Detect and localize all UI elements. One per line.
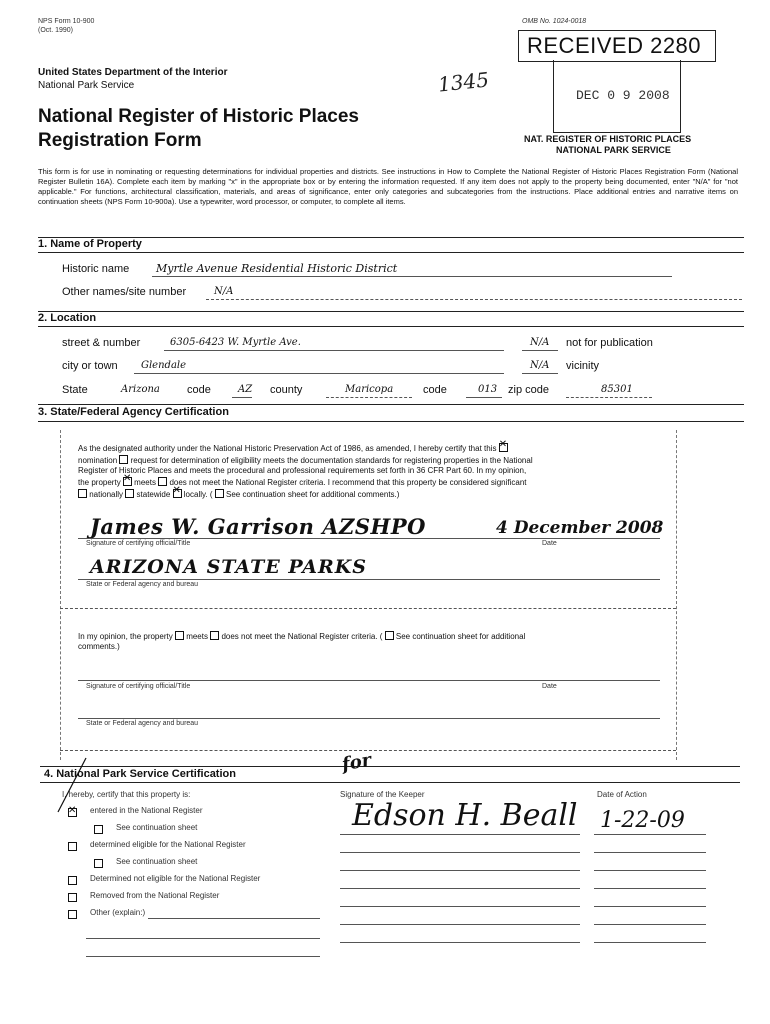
para-line1: As the designated authority under the National Historic Preservation Act of 1986, as amended, I hereby certify that this <box>78 444 497 453</box>
other-names-label: Other names/site number <box>62 286 187 298</box>
historic-name-label: Historic name <box>62 263 130 275</box>
code2-value[interactable]: 013 <box>478 384 498 395</box>
form-date: (Oct. 1990) <box>38 27 74 34</box>
signature-label: Signature of certifying official/Title <box>86 540 191 547</box>
item-entered: entered in the National Register <box>90 806 203 815</box>
signature-date: 4 December 2008 <box>496 518 664 538</box>
opinion-e: comments.) <box>78 642 120 651</box>
county-value[interactable]: Maricopa <box>345 384 394 395</box>
item-not-eligible: Determined not eligible for the National Register <box>90 874 261 883</box>
opinion-continuation-checkbox[interactable] <box>385 631 394 640</box>
opinion-a: In my opinion, the property <box>78 632 173 641</box>
city-label: city or town <box>62 360 118 372</box>
para-line4c: does not meet the National Register criteria. I recommend that this property be considered significant <box>169 478 527 487</box>
action-date-value: 1-22-09 <box>600 808 685 833</box>
opinion-d: See continuation sheet for additional <box>395 632 526 641</box>
street-label: street & number <box>62 337 141 349</box>
para-line2b: request for determination of eligibility meets the documentation standards for registering properties in the National <box>130 456 533 465</box>
agency-handwritten: ARIZONA STATE PARKS <box>90 556 367 578</box>
county-label: county <box>270 384 303 396</box>
vicinity-label: vicinity <box>566 360 600 372</box>
historic-name-value[interactable]: Myrtle Avenue Residential Historic District <box>156 262 398 275</box>
agency2-label: State or Federal agency and bureau <box>86 720 199 727</box>
page-title-line2: Registration Form <box>38 130 202 151</box>
keeper-initials: for <box>340 749 373 776</box>
opinion-b: meets <box>186 632 208 641</box>
certify-text: I, hereby, certify that this property is: <box>62 790 191 799</box>
stamp-line1: NAT. REGISTER OF HISTORIC PLACES <box>524 134 692 144</box>
zip-label: zip code <box>508 384 549 396</box>
vicinity-value[interactable]: N/A <box>530 360 550 371</box>
removed-checkbox[interactable] <box>68 893 77 902</box>
agency-label: State or Federal agency and bureau <box>86 581 199 588</box>
signature2-label: Signature of certifying official/Title <box>86 683 191 690</box>
continuation-checkbox-2[interactable] <box>94 859 103 868</box>
does-not-meet-checkbox[interactable] <box>158 477 167 486</box>
para-line3: Register of Historic Places and meets the procedural and professional requirements set forth in 36 CFR Part 60. In my opinion, <box>78 466 527 475</box>
para-line5c: locally. ( <box>183 490 213 499</box>
opinion-meets-checkbox[interactable] <box>175 631 184 640</box>
date-label: Date <box>542 540 557 547</box>
nomination-checkbox[interactable] <box>499 443 508 452</box>
city-value[interactable]: Glendale <box>141 360 187 371</box>
keeper-label: Signature of the Keeper <box>340 790 425 799</box>
para-line5a: nationally <box>89 490 124 499</box>
code-value[interactable]: AZ <box>238 384 253 395</box>
state-label: State <box>62 384 88 396</box>
opinion-does-not-meet-checkbox[interactable] <box>210 631 219 640</box>
certifying-signature: James W. Garrison AZSHPO <box>90 514 426 539</box>
opinion-paragraph <box>78 630 668 652</box>
item-removed: Removed from the National Register <box>90 891 220 900</box>
omb-number: OMB No. 1024-0018 <box>522 18 587 25</box>
section1-title: 1. Name of Property <box>38 238 142 250</box>
pen-slash-mark <box>50 756 90 816</box>
stamp-date-box <box>553 60 681 133</box>
stamp-date: DEC 0 9 2008 <box>576 88 670 103</box>
department: United States Department of the Interior <box>38 67 228 78</box>
statewide-checkbox[interactable] <box>125 489 134 498</box>
section4-title: 4. National Park Service Certification <box>44 768 236 780</box>
para-line4b: meets <box>134 478 156 487</box>
instructions: This form is for use in nominating or requesting determinations for individual properties and districts. See instructions in How to Complete the National Register of Historic Places Registration Form (National Register Bulletin 16A). Complete each item by marking "x" in the appropriate box or by entering the information requested. If any item does not apply to the property being documented, enter "N/A" for "not applicable." For functions, architectural classification, materials, and areas of significance, enter only categories and subcategories from the instructions. Place additional entries and narrative items on continuation sheets (NPS Form 10-900a). Use a typewriter, word processor, or computer, to complete all items. <box>38 167 738 206</box>
stamp-received: RECEIVED 2280 <box>527 33 702 58</box>
para-line5b: statewide <box>136 490 171 499</box>
zip-value[interactable]: 85301 <box>601 384 633 395</box>
stamp-line2: NATIONAL PARK SERVICE <box>556 145 671 155</box>
locally-checkbox[interactable] <box>173 489 182 498</box>
page-title-line1: National Register of Historic Places <box>38 106 359 127</box>
item-eligible: determined eligible for the National Register <box>90 840 246 849</box>
other-checkbox[interactable] <box>68 910 77 919</box>
code-label: code <box>187 384 211 396</box>
nfp-value[interactable]: N/A <box>530 337 550 348</box>
section2-title: 2. Location <box>38 312 97 324</box>
date2-label: Date <box>542 683 557 690</box>
meets-checkbox[interactable] <box>123 477 132 486</box>
keeper-signature: Edson H. Beall <box>352 798 578 833</box>
street-value[interactable]: 6305-6423 W. Myrtle Ave. <box>170 337 301 348</box>
opinion-c: does not meet the National Register criteria. ( <box>221 632 383 641</box>
other-names-value[interactable]: N/A <box>214 286 234 297</box>
service: National Park Service <box>38 80 135 91</box>
para-line5d: See continuation sheet for additional comments.) <box>226 490 400 499</box>
nationally-checkbox[interactable] <box>78 489 87 498</box>
eligible-checkbox[interactable] <box>68 842 77 851</box>
not-eligible-checkbox[interactable] <box>68 876 77 885</box>
section3-title: 3. State/Federal Agency Certification <box>38 406 229 418</box>
code2-label: code <box>423 384 447 396</box>
state-value[interactable]: Arizona <box>121 384 160 395</box>
item-continuation-1: See continuation sheet <box>116 823 198 832</box>
handwritten-number: 1345 <box>436 67 491 97</box>
continuation-checkbox-s3[interactable] <box>215 489 224 498</box>
item-other: Other (explain:) <box>90 908 146 917</box>
continuation-checkbox-1[interactable] <box>94 825 103 834</box>
item-continuation-2: See continuation sheet <box>116 857 198 866</box>
para-line4a: the property <box>78 478 121 487</box>
nfp-label: not for publication <box>566 337 653 349</box>
section3-paragraph <box>78 442 668 500</box>
para-line2: nomination <box>78 456 118 465</box>
form-number: NPS Form 10-900 <box>38 18 95 25</box>
request-checkbox[interactable] <box>119 455 128 464</box>
received-stamp <box>518 30 716 62</box>
action-date-label: Date of Action <box>597 790 647 799</box>
